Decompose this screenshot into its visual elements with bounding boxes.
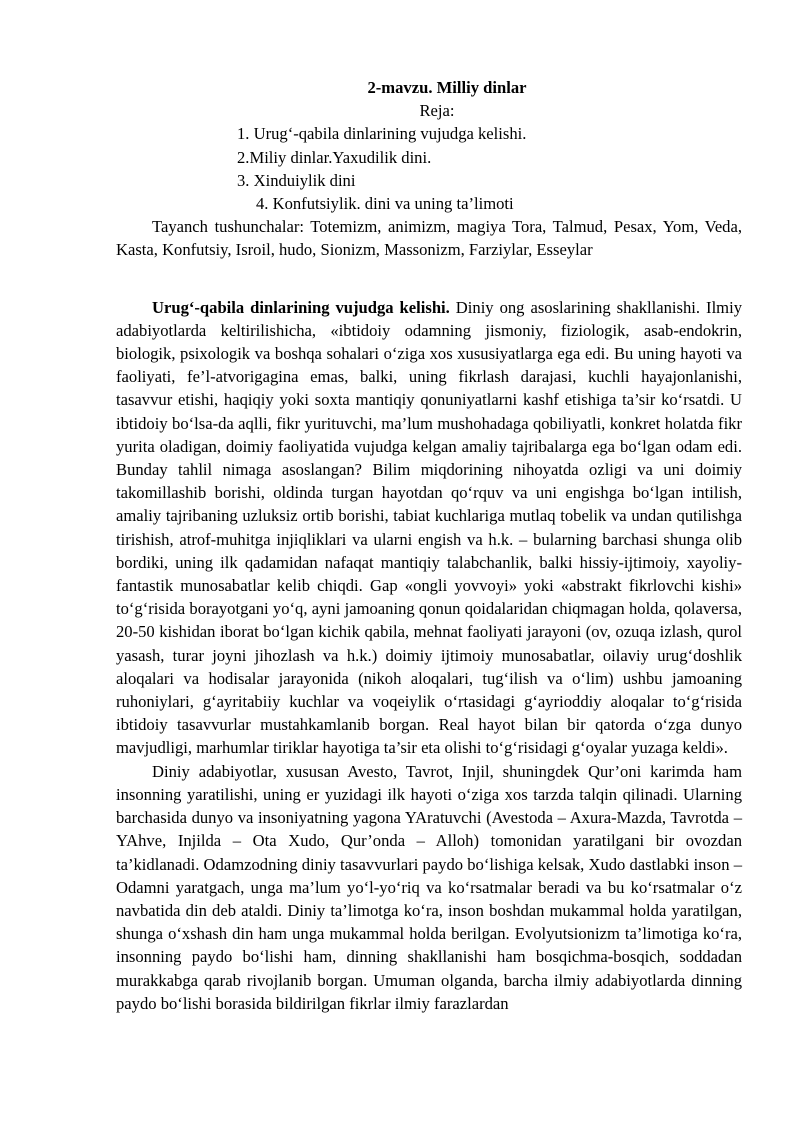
body-paragraph (116, 296, 742, 760)
spacer (116, 262, 742, 296)
page-title: 2-mavzu. Milliy dinlar (367, 78, 527, 97)
plan-list (116, 122, 742, 215)
plan-item: 4. Konfutsiylik. dini va uning ta’limoti (256, 194, 514, 214)
key-concepts: Tayanch tushunchalar: Totemizm, animizm, magiya Tora, Talmud, Pesax, Yom, Veda, Kasta, Konfutsiy, Isroil, hudo, Sionizm, Massonizm, Farziylar, Esseylar (116, 217, 742, 260)
paragraph-text: Diniy ong asoslarining shakllanishi. Ilmiy adabiyotlarda keltirilishicha, «ibtidoiy odamning jismoniy, fiziologik, asab-endokrin, biologik, psixologik va boshqa sohalari o‘ziga xos xususiyatlarga ega edi. Bu uning hayoti va faoliyati, fe’l-atvorigagina emas, balki, uning fikrlash darajasi, kuchli hayajonlanishi, tasavvur etishi, haqiqiy yoki soxta mantiqiy qonuniyatlarni kashf etishiga ta’sir ko‘rsatdi. U ibtidoiy bo‘lsa-da aqlli, fikr yurituvchi, ma’lum mushohadaga qobiliyatli, konkret holatda fikr yurita oladigan, doimiy faoliyatida vujudga kelgan amaliy tajribalarga ega bo‘lgan odam edi. Bunday tahlil nimaga asoslangan? Bilim miqdorining nihoyatda ozligi va uni doimiy takomillashib borishi, oldinda turgan hayotdan qo‘rquv va uni engishga bo‘lgan intilish, amaliy tajribaning uzluksiz ortib borishi, tabiat kuchlariga mutlaq tobelik va undan qutilishga tirishish, atrof-muhitga injiqliklari va ularni engish va h.k. – bularning barchasi shunga olib bordiki, uning ilk qadamidan nafaqat mantiqiy talabchanlik, balki hissiy-ijtimoiy, xayoliy-fantastik munosabatlar kelib chiqdi. Gap «ongli yovvoyi» yoki «abstrakt fikrlovchi kishi» to‘g‘risida borayotgani yo‘q, ayni jamoaning qonun qoidalaridan chiqmagan holda, qolaversa, 20-50 kishidan iborat bo‘lgan kichik qabila, mehnat faoliyati jarayoni (ov, ozuqa izlash, qurol yasash, turar joyni jihozlash va h.k.) doimiy ijtimoiy munosabatlar, oilaviy urug‘doshlik aloqalari va hodisalar jarayonida (nikoh aloqalari, tug‘ilish va o‘lim) ushbu jamoaning ruhoniylari, g‘ayritabiiy kuchlar va voqeiylik o‘rtasidagi g‘ayrioddiy aloqalar to‘g‘risida ibtidoiy tasavvurlar mustahkamlanib borgan. Real hayot bilan bir qatorda o‘zga dunyo mavjudligi, marhumlar tiriklar hayotiga ta’sir eta olishi to‘g‘risidagi g‘oyalar yuzaga keldi». (116, 297, 742, 758)
plan-item: 3. Xinduiylik dini (237, 170, 356, 190)
body-paragraph: Diniy adabiyotlar, xususan Avesto, Tavrot, Injil, shuningdek Qur’oni karimda ham insonning yaratilishi, uning er yuzidagi ilk hayoti o‘ziga xos tarzda talqin qilinadi. Ularning barchasida dunyo va insoniyatning yagona YAratuvchi (Avestoda – Axura-Mazda, Tavrotda – YAhve, Injilda – Ota Xudo, Qur’onda – Alloh) tomonidan yaratilgani bir ovozdan ta’kidlanadi. Odamzodning diniy tasavvurlari paydo bo‘lishiga kelsak, Xudo dastlabki inson – Odamni yaratgach, unga ma’lum yo‘l-yo‘riq va ko‘rsatmalar beradi va bu ko‘rsatmalar o‘z navbatida din deb ataldi. Diniy ta’limotga ko‘ra, inson boshdan mukammal holda yaratilgan, shunga o‘xshash din ham unga mukammal holda berilgan. Evolyutsionizm ta’limotiga ko‘ra, insonning paydo bo‘lishi ham, dinning shakllanishi ham bosqichma-bosqich, soddadan murakkabga qarab rivojlanib borgan. Umuman olganda, barcha ilmiy adabiyotlarda dinning paydo bo‘lishi borasida bildirilgan fikrlar ilmiy farazlardan (116, 761, 742, 1013)
section-heading: Urug‘-qabila dinlarining vujudga kelishi. (152, 297, 450, 317)
plan-item: 1. Urug‘-qabila dinlarining vujudga kelishi. (237, 124, 527, 144)
plan-label: Reja: (419, 101, 455, 121)
plan-item: 2.Miliy dinlar.Yaxudilik dini. (237, 147, 432, 167)
document-page (116, 76, 742, 1015)
